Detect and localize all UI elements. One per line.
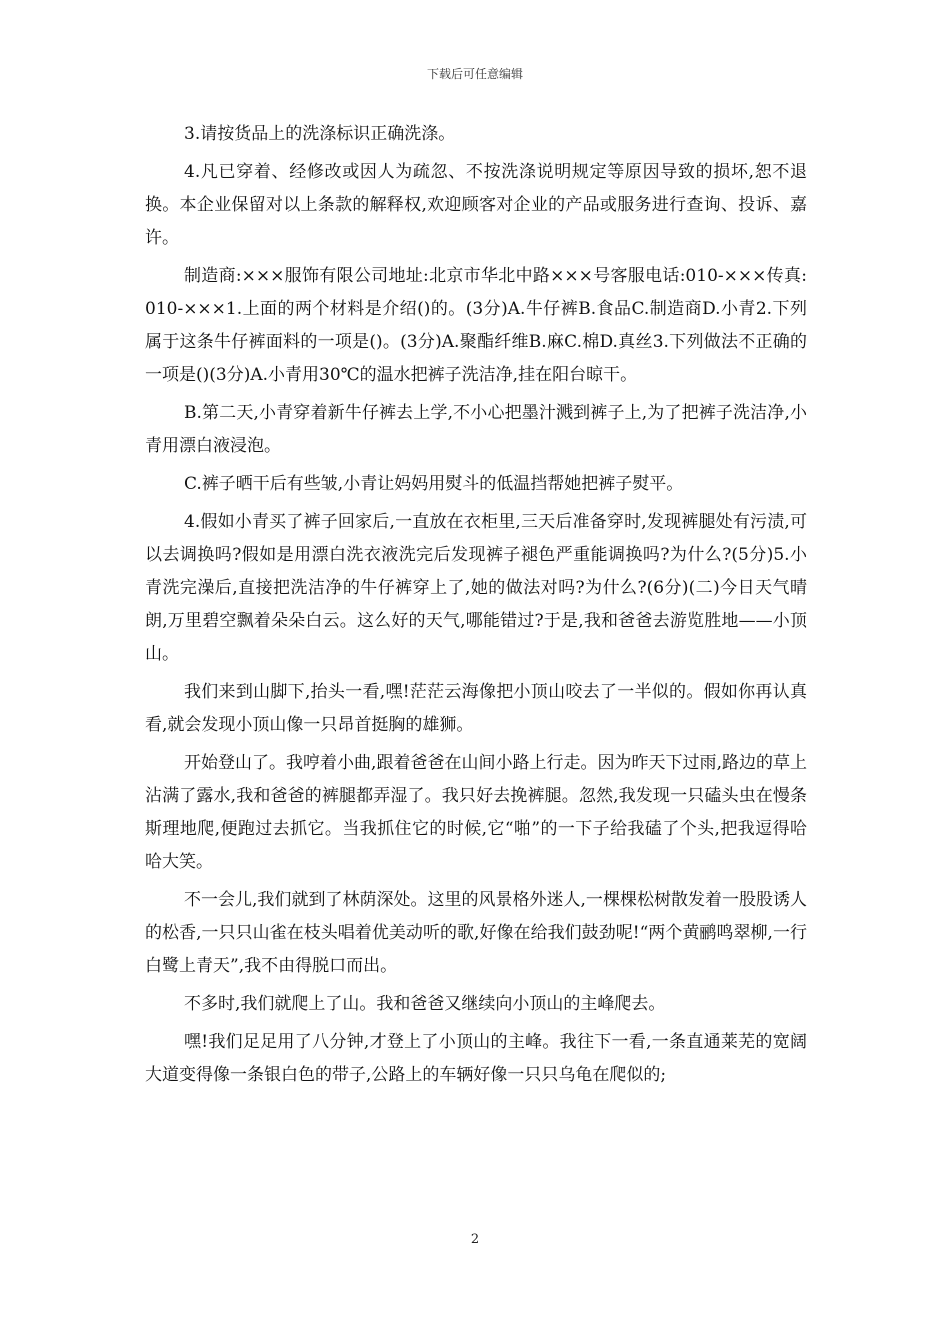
paragraph-11: 嘿!我们足足用了八分钟,才登上了小顶山的主峰。我往下一看,一条直通莱芜的宽阔大道变得像一条银白色的带子,公路上的车辆好像一只只乌龟在爬似的; [145, 1032, 807, 1085]
paragraph-3: 制造商:×××服饰有限公司地址:北京市华北中路×××号客服电话:010-×××传真:010-×××1.上面的两个材料是介绍()的。(3分)A.牛仔裤B.食品C.制造商D.小青2.下列属于这条牛仔裤面料的一项是()。(3分)A.聚酯纤维B.麻C.棉D.真丝3.下列做法不正确的一项是()(3分)A.小青用30℃的温水把裤子洗洁净,挂在阳台晾干。 [145, 266, 807, 385]
paragraph-8: 开始登山了。我哼着小曲,跟着爸爸在山间小路上行走。因为昨天下过雨,路边的草上沾满了露水,我和爸爸的裤腿都弄湿了。我只好去挽裤腿。忽然,我发现一只磕头虫在慢条斯理地爬,便跑过去抓它。当我抓住它的时候,它“啪”的一下子给我磕了个头,把我逗得哈哈大笑。 [145, 753, 807, 872]
paragraph-10: 不多时,我们就爬上了山。我和爸爸又继续向小顶山的主峰爬去。 [184, 994, 666, 1014]
paragraph-4: B.第二天,小青穿着新牛仔裤去上学,不小心把墨汁溅到裤子上,为了把裤子洗洁净,小青用漂白液浸泡。 [145, 403, 807, 456]
paragraph-9: 不一会儿,我们就到了林荫深处。这里的风景格外迷人,一棵棵松树散发着一股股诱人的松香,一只只山雀在枝头唱着优美动听的歌,好像在给我们鼓劲呢!“两个黄鹂鸣翠柳,一行白鹭上青天”,我不由得脱口而出。 [145, 890, 807, 976]
page-number: 2 [470, 1232, 480, 1247]
page-header: 下载后可任意编辑 [426, 67, 523, 81]
paragraph-1: 3.请按货品上的洗涤标识正确洗涤。 [184, 124, 456, 144]
paragraph-5: C.裤子晒干后有些皱,小青让妈妈用熨斗的低温挡帮她把裤子熨平。 [184, 474, 684, 494]
paragraph-6: 4.假如小青买了裤子回家后,一直放在衣柜里,三天后准备穿时,发现裤腿处有污渍,可以去调换吗?假如是用漂白洗衣液洗完后发现裤子褪色严重能调换吗?为什么?(5分)5.小青洗完澡后,直接把洗洁净的牛仔裤穿上了,她的做法对吗?为什么?(6分)(二)今日天气晴朗,万里碧空飘着朵朵白云。这么好的天气,哪能错过?于是,我和爸爸去游览胜地——小顶山。 [145, 512, 807, 664]
document-body [145, 118, 807, 1097]
paragraph-2: 4.凡已穿着、经修改或因人为疏忽、不按洗涤说明规定等原因导致的损坏,恕不退换。本企业保留对以上条款的解释权,欢迎顾客对企业的产品或服务进行查询、投诉、嘉许。 [145, 162, 807, 248]
paragraph-7: 我们来到山脚下,抬头一看,嘿!茫茫云海像把小顶山咬去了一半似的。假如你再认真看,就会发现小顶山像一只昂首挺胸的雄狮。 [145, 682, 807, 735]
